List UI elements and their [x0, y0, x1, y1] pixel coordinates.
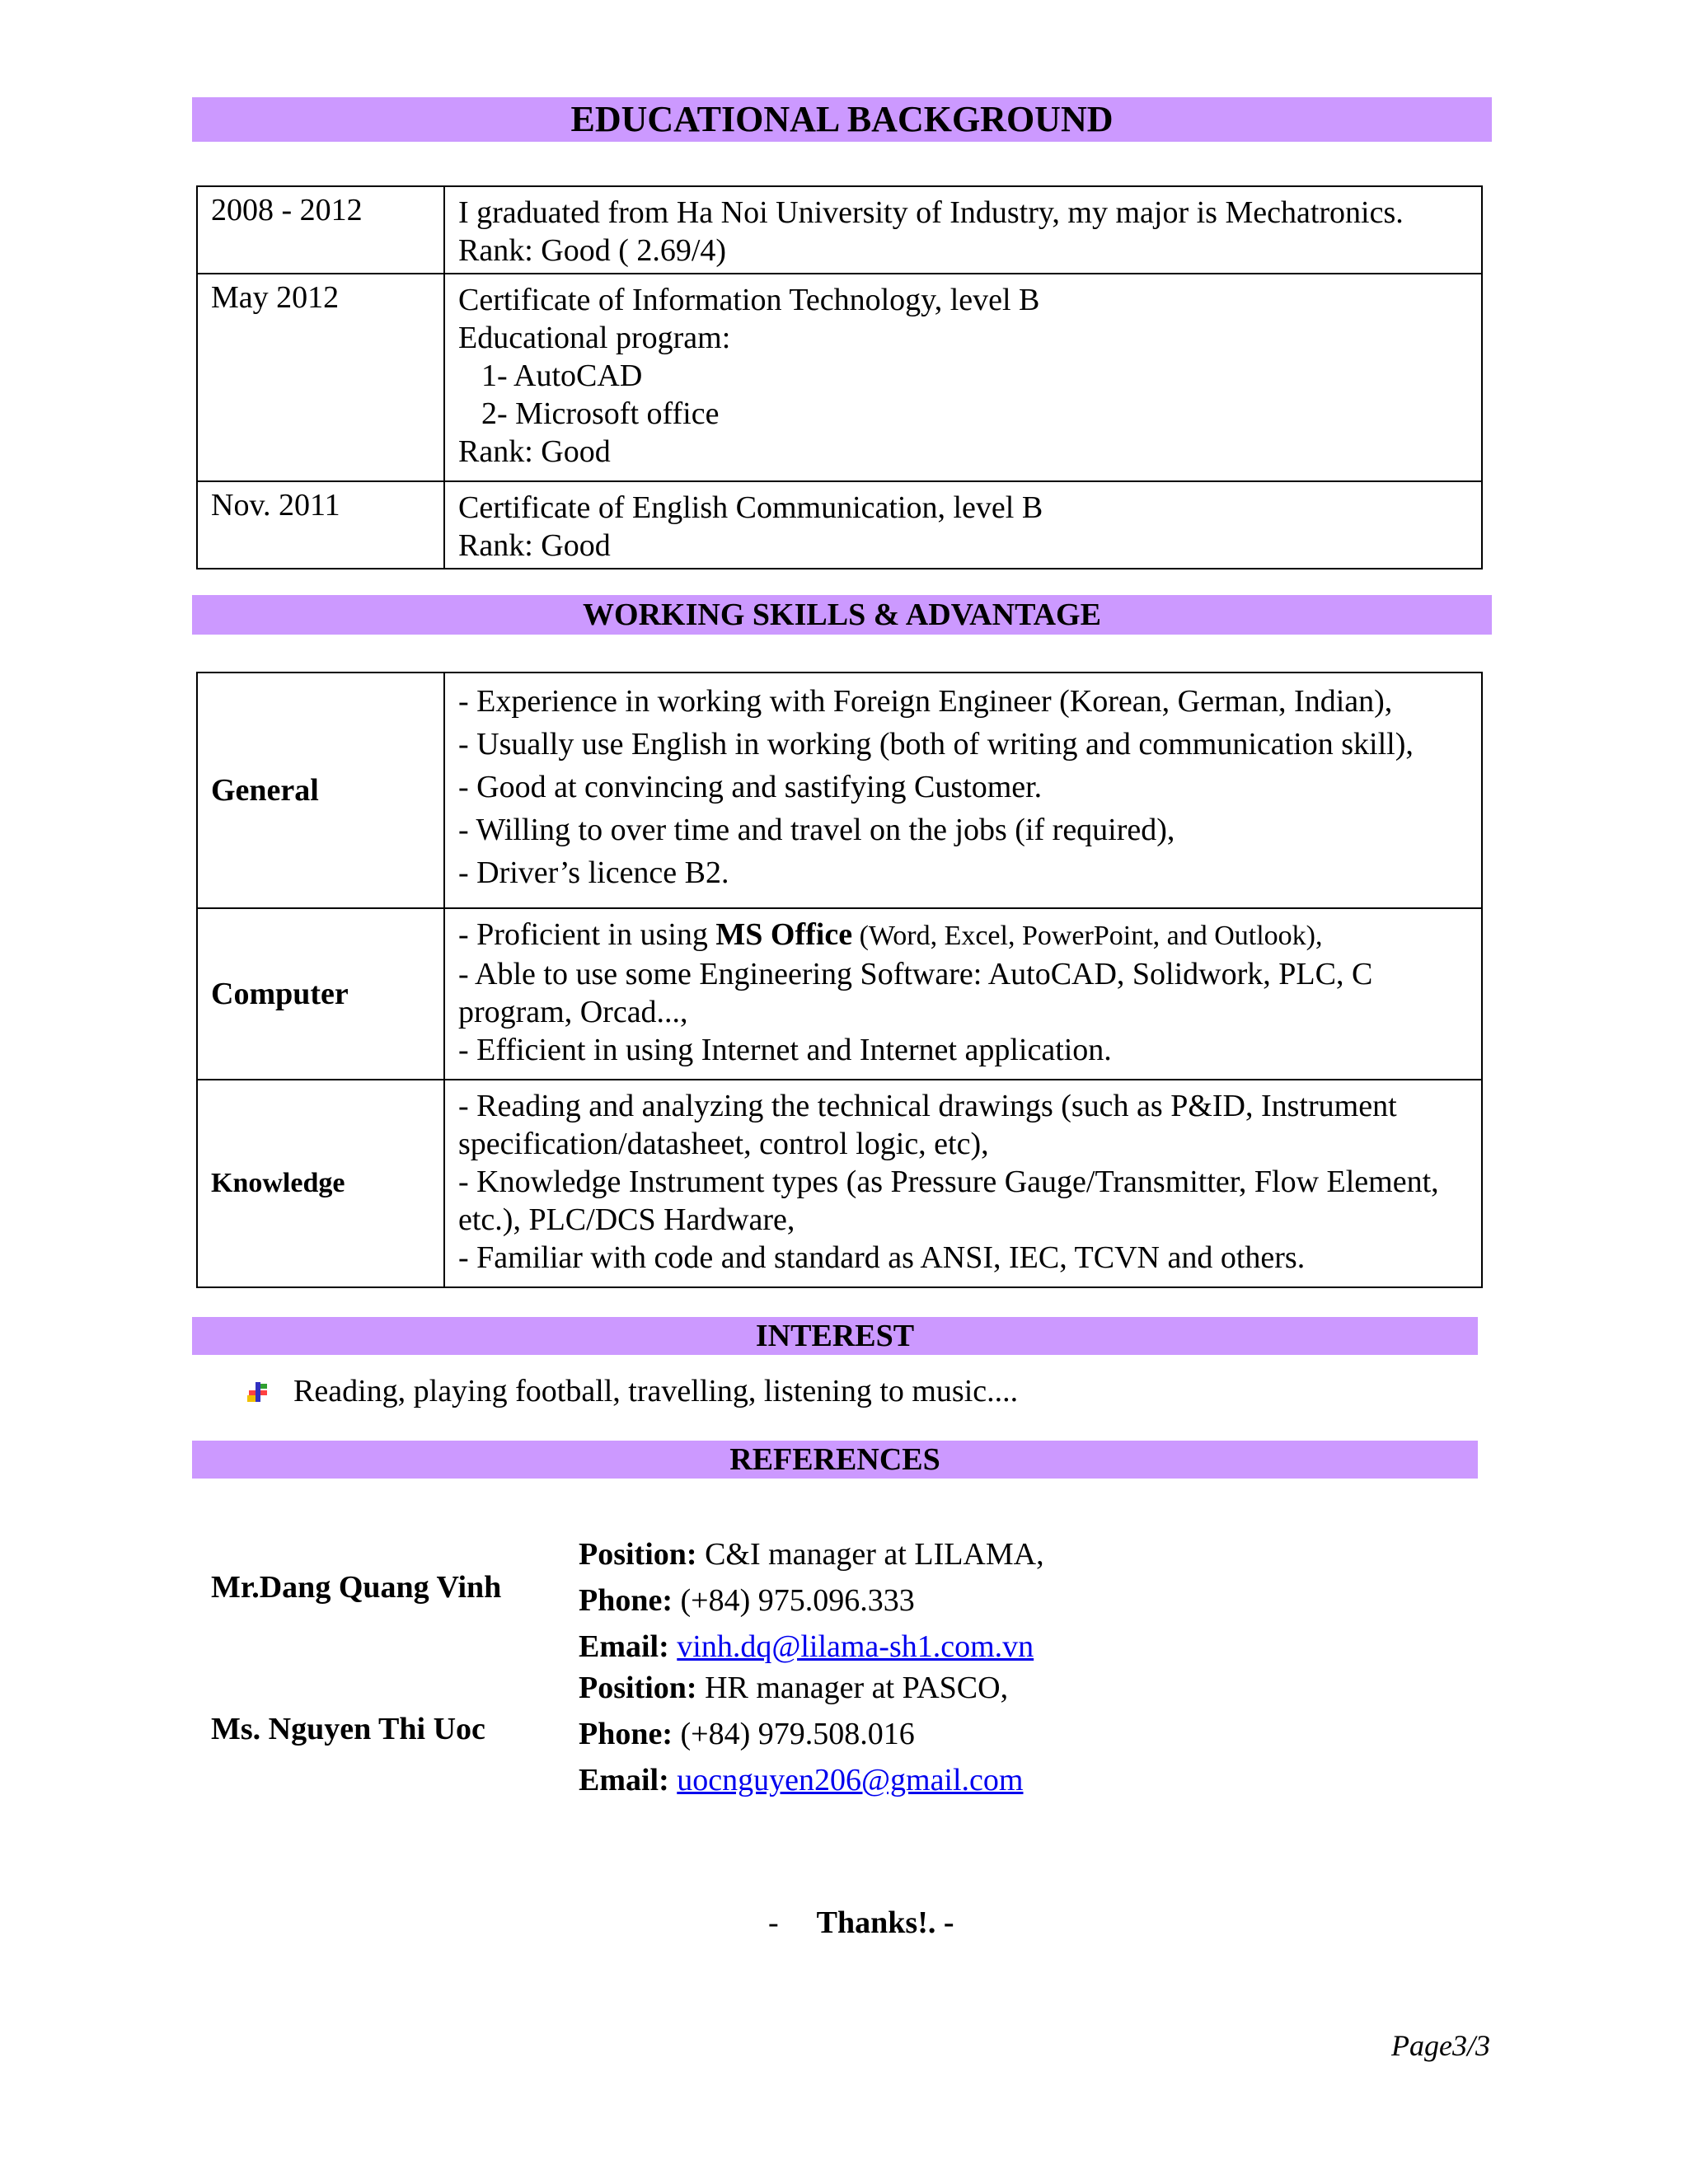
skills-category-computer: Computer — [197, 908, 444, 1080]
table-row — [197, 186, 1482, 274]
reference-phone — [579, 1711, 1023, 1757]
skill-line: program, Orcad..., — [458, 995, 688, 1029]
position-label: Position: — [579, 1537, 697, 1572]
education-line: Certificate of English Communication, level B — [458, 490, 1043, 525]
skill-line: - Familiar with code and standard as ANSI, IEC, TCVN and others. — [458, 1240, 1306, 1275]
education-line: Rank: Good ( 2.69/4) — [458, 233, 727, 268]
position-value: C&I manager at LILAMA, — [705, 1537, 1044, 1572]
reference-details — [579, 1531, 1044, 1670]
education-line: I graduated from Ha Noi University of Industry, my major is Mechatronics. — [458, 195, 1404, 230]
email-label: Email: — [579, 1629, 669, 1664]
education-line: Educational program: — [458, 321, 731, 355]
skills-heading: WORKING SKILLS & ADVANTAGE — [192, 595, 1492, 635]
skills-category-knowledge: Knowledge — [197, 1080, 444, 1287]
skill-highlight: MS Office — [715, 917, 853, 952]
position-value: HR manager at PASCO, — [705, 1671, 1009, 1705]
skill-line: - Knowledge Instrument types (as Pressure Gauge/Transmitter, Flow Element, — [458, 1165, 1439, 1199]
reference-position — [579, 1665, 1023, 1711]
education-date: 2008 - 2012 — [197, 186, 444, 274]
education-line: Rank: Good — [458, 528, 611, 563]
skills-table — [196, 672, 1483, 1288]
skill-line: - Able to use some Engineering Software: AutoCAD, Solidwork, PLC, C — [458, 957, 1373, 991]
email-link[interactable]: vinh.dq@lilama-sh1.com.vn — [677, 1629, 1034, 1664]
page-number: Page3/3 — [1391, 2029, 1490, 2062]
skills-category-general: General — [197, 673, 444, 908]
skills-computer-list — [444, 908, 1482, 1080]
education-line: Rank: Good — [458, 434, 611, 469]
skill-line: - Usually use English in working (both of writing and communication skill), — [458, 727, 1414, 762]
skill-line: - Driver’s licence B2. — [458, 855, 729, 890]
skill-line: - Efficient in using Internet and Internet application. — [458, 1033, 1112, 1067]
table-row — [197, 673, 1482, 908]
skill-line: - Experience in working with Foreign Engineer (Korean, German, Indian), — [458, 684, 1393, 719]
table-row — [197, 481, 1482, 569]
skills-knowledge-list — [444, 1080, 1482, 1287]
interest-heading: INTEREST — [192, 1317, 1478, 1355]
skill-text: (Word, Excel, PowerPoint, and Outlook), — [852, 921, 1323, 951]
references-heading: REFERENCES — [192, 1441, 1478, 1479]
phone-label: Phone: — [579, 1717, 673, 1751]
reference-email — [579, 1757, 1023, 1803]
education-date: Nov. 2011 — [197, 481, 444, 569]
education-description — [444, 481, 1482, 569]
education-table — [196, 185, 1483, 569]
table-row — [197, 908, 1482, 1080]
position-label: Position: — [579, 1671, 697, 1705]
skill-text: - Proficient in using — [458, 917, 716, 952]
skill-line: - Willing to over time and travel on the jobs (if required), — [458, 813, 1175, 847]
plus-bullet-icon — [246, 1380, 270, 1404]
education-line: 1- AutoCAD — [481, 359, 643, 393]
reference-details — [579, 1665, 1023, 1803]
email-label: Email: — [579, 1763, 669, 1797]
interest-text: Reading, playing football, travelling, listening to music.... — [293, 1374, 1019, 1408]
education-description — [444, 274, 1482, 481]
skill-line: etc.), PLC/DCS Hardware, — [458, 1202, 795, 1237]
reference-email — [579, 1624, 1044, 1670]
closing-thanks — [768, 1904, 954, 1942]
skill-line: - Good at convincing and sastifying Customer. — [458, 770, 1043, 804]
skill-line: - Reading and analyzing the technical drawings (such as P&ID, Instrument — [458, 1089, 1397, 1123]
table-row — [197, 274, 1482, 481]
table-row — [197, 1080, 1482, 1287]
reference-phone — [579, 1577, 1044, 1624]
phone-value: (+84) 979.508.016 — [680, 1717, 915, 1751]
closing-dash: - — [768, 1905, 779, 1940]
education-line: Certificate of Information Technology, level B — [458, 283, 1040, 317]
phone-value: (+84) 975.096.333 — [680, 1583, 915, 1618]
reference-name: Mr.Dang Quang Vinh — [211, 1570, 502, 1605]
education-heading: EDUCATIONAL BACKGROUND — [192, 97, 1492, 142]
skill-line: specification/datasheet, control logic, etc), — [458, 1127, 989, 1161]
email-link[interactable]: uocnguyen206@gmail.com — [677, 1763, 1024, 1797]
reference-name: Ms. Nguyen Thi Uoc — [211, 1712, 485, 1746]
thanks-text: Thanks!. - — [816, 1905, 954, 1940]
education-date: May 2012 — [197, 274, 444, 481]
education-line: 2- Microsoft office — [481, 396, 720, 431]
skills-general-list — [444, 673, 1482, 908]
reference-position — [579, 1531, 1044, 1577]
phone-label: Phone: — [579, 1583, 673, 1618]
education-description — [444, 186, 1482, 274]
skill-line — [458, 916, 1468, 955]
